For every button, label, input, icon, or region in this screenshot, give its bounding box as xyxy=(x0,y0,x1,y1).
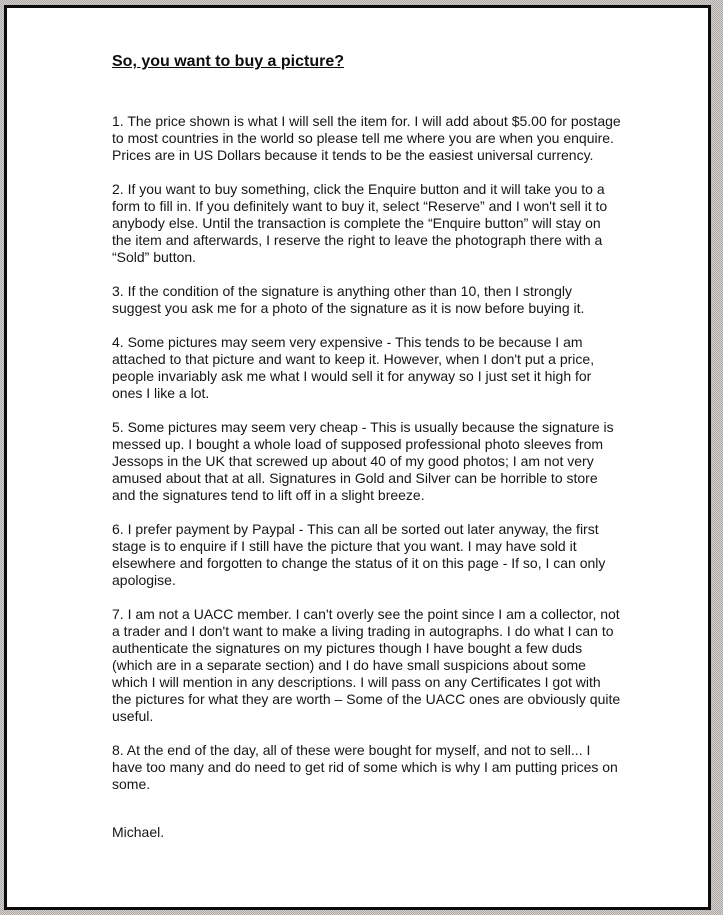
document-content xyxy=(7,8,622,841)
paragraph-7: 7. I am not a UACC member. I can't overly see the point since I am a collector, not a trader and I don't want to make a living trading in autographs. I do what I can to authenticate the signatures on my pictures though I have bought a few duds (which are in a separate section) and I do have small suspicions about some which I will mention in any descriptions. I will pass on any Certificates I got with the pictures for what they are worth – Some of the UACC ones are obviously quite useful. xyxy=(112,606,621,724)
paragraph-3: 3. If the condition of the signature is anything other than 10, then I strongly suggest you ask me for a photo of the signature as it is now before buying it. xyxy=(112,283,585,316)
page-title: So, you want to buy a picture? xyxy=(112,53,345,70)
paragraph-8: 8. At the end of the day, all of these were bought for myself, and not to sell... I have too many and do need to get rid of some which is why I am putting prices on some. xyxy=(112,742,618,792)
paragraph-6: 6. I prefer payment by Paypal - This can all be sorted out later anyway, the first stage is to enquire if I still have the picture that you want. I may have sold it elsewhere and forgotten to change the status of it on this page - If so, I can only apologise. xyxy=(112,521,606,588)
paragraph-1: 1. The price shown is what I will sell the item for. I will add about $5.00 for postage to most countries in the world so please tell me where you are when you enquire. Prices are in US Dollars because it tends to be the easiest universal currency. xyxy=(112,113,621,163)
paragraph-4: 4. Some pictures may seem very expensive - This tends to be because I am attached to that picture and want to keep it. However, when I don't put a price, people invariably ask me what I would sell it for anyway so I just set it high for ones I like a lot. xyxy=(112,334,595,401)
signature-text: Michael. xyxy=(112,824,165,840)
paragraph-2: 2. If you want to buy something, click the Enquire button and it will take you to a form to fill in. If you definitely want to buy it, select “Reserve” and I won't sell it to anybody else. Until the transaction is complete the “Enquire button” will stay on the item and afterwards, I reserve the right to leave the photograph there with a “Sold” button. xyxy=(112,181,608,265)
document-page xyxy=(4,5,711,910)
paragraph-5: 5. Some pictures may seem very cheap - This is usually because the signature is messed up. I bought a whole load of supposed professional photo sleeves from Jessops in the UK that screwed up about 40 of my good photos; I am not very amused about that at all. Signatures in Gold and Silver can be horrible to store and the signatures tend to lift off in a slight breeze. xyxy=(112,419,614,503)
